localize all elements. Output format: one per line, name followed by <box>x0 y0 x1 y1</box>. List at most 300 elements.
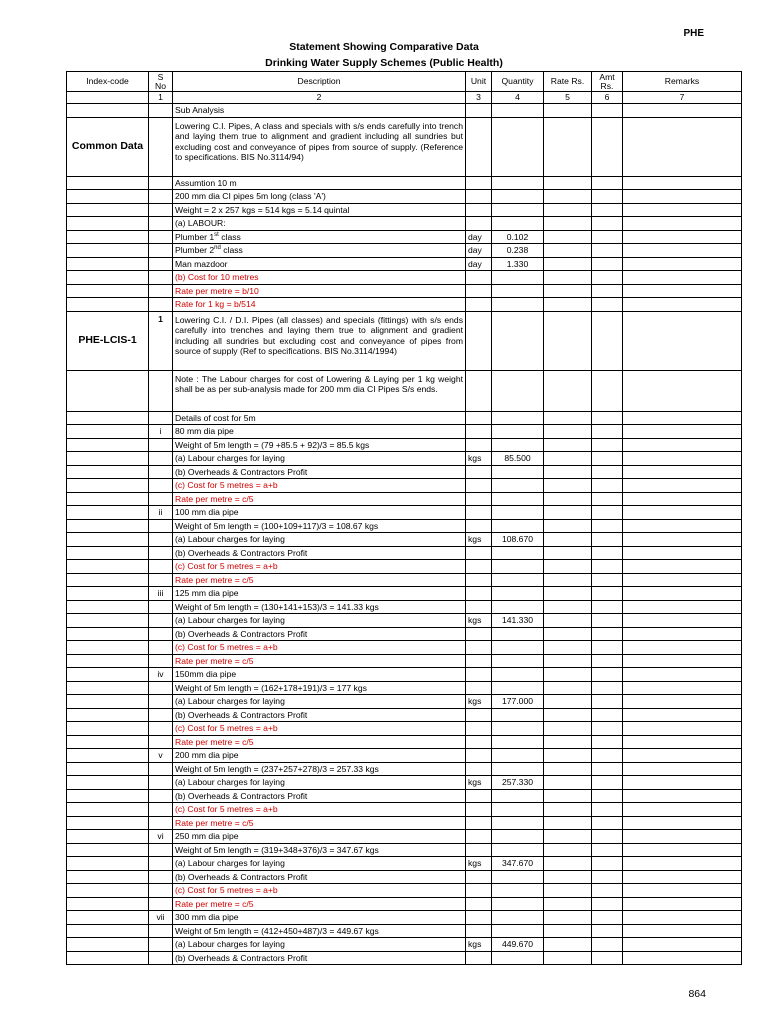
labour-item-label <box>173 244 466 258</box>
table-cell <box>492 722 544 736</box>
table-cell <box>149 951 173 965</box>
table-cell <box>492 311 544 370</box>
comparative-data-table <box>66 71 742 965</box>
table-cell <box>592 789 623 803</box>
table-cell <box>623 843 742 857</box>
page-number: 864 <box>688 988 706 1000</box>
table-cell <box>623 708 742 722</box>
unit-value: day <box>466 244 492 258</box>
table-cell <box>466 803 492 817</box>
pipe-name: 80 mm dia pipe <box>173 425 466 439</box>
table-cell <box>67 104 149 118</box>
table-cell <box>149 938 173 952</box>
cost-5m-label: (c) Cost for 5 metres = a+b <box>173 722 466 736</box>
table-cell <box>544 749 592 763</box>
overheads-label: (b) Overheads & Contractors Profit <box>173 546 466 560</box>
table-cell <box>149 298 173 312</box>
table-cell <box>623 104 742 118</box>
table-cell <box>149 641 173 655</box>
table-cell <box>67 843 149 857</box>
overheads-label: (b) Overheads & Contractors Profit <box>173 708 466 722</box>
corner-code: PHE <box>683 28 704 39</box>
table-cell <box>544 311 592 370</box>
table-cell <box>149 843 173 857</box>
table-cell <box>592 695 623 709</box>
table-cell <box>544 492 592 506</box>
table-cell <box>592 762 623 776</box>
table-cell <box>592 573 623 587</box>
table-row <box>67 425 742 439</box>
table-cell <box>623 722 742 736</box>
table-cell <box>67 735 149 749</box>
header-index-code: Index-code <box>67 72 149 92</box>
table-cell <box>466 654 492 668</box>
table-cell <box>466 573 492 587</box>
header-description: Description <box>173 72 466 92</box>
table-cell <box>149 176 173 190</box>
table-cell <box>67 600 149 614</box>
unit-value: kgs <box>466 695 492 709</box>
table-cell <box>492 217 544 231</box>
table-cell <box>149 573 173 587</box>
table-cell <box>592 311 623 370</box>
table-cell <box>623 298 742 312</box>
table-row <box>67 600 742 614</box>
table-cell <box>544 425 592 439</box>
table-cell <box>592 438 623 452</box>
table-cell <box>149 789 173 803</box>
table-row <box>67 104 742 118</box>
table-cell <box>623 370 742 411</box>
table-row <box>67 897 742 911</box>
table-cell <box>544 230 592 244</box>
table-cell <box>149 722 173 736</box>
pipe-weight-text: Weight of 5m length = (100+109+117)/3 = 108.67 kgs <box>173 519 466 533</box>
table-row <box>67 951 742 965</box>
table-row <box>67 816 742 830</box>
table-cell <box>544 776 592 790</box>
table-cell <box>67 816 149 830</box>
table-cell <box>466 425 492 439</box>
table-cell <box>592 190 623 204</box>
table-cell <box>466 519 492 533</box>
table-cell <box>544 465 592 479</box>
table-cell <box>623 695 742 709</box>
pipe-name: 250 mm dia pipe <box>173 830 466 844</box>
table-cell <box>623 284 742 298</box>
header-quantity: Quantity <box>492 72 544 92</box>
quantity-value: 0.102 <box>492 230 544 244</box>
table-cell <box>623 506 742 520</box>
table-cell <box>492 506 544 520</box>
table-cell <box>67 92 149 104</box>
table-cell <box>149 438 173 452</box>
pipe-sno: vii <box>149 911 173 925</box>
table-cell <box>149 257 173 271</box>
quantity-value: 0.238 <box>492 244 544 258</box>
table-row <box>67 452 742 466</box>
quantity-value: 257.330 <box>492 776 544 790</box>
table-row <box>67 587 742 601</box>
table-cell <box>466 830 492 844</box>
column-number: 3 <box>466 92 492 104</box>
table-cell <box>67 479 149 493</box>
pipe-weight-text: Weight of 5m length = (412+450+487)/3 = 449.67 kgs <box>173 924 466 938</box>
table-cell <box>492 830 544 844</box>
table-cell <box>623 190 742 204</box>
labour-charges-label: (a) Labour charges for laying <box>173 938 466 952</box>
unit-value: kgs <box>466 938 492 952</box>
overheads-label: (b) Overheads & Contractors Profit <box>173 870 466 884</box>
table-row <box>67 271 742 285</box>
pipe-name: 300 mm dia pipe <box>173 911 466 925</box>
table-cell <box>492 587 544 601</box>
table-cell <box>623 600 742 614</box>
unit-value: day <box>466 257 492 271</box>
table-cell <box>623 911 742 925</box>
table-cell <box>544 217 592 231</box>
table-row <box>67 627 742 641</box>
table-cell <box>492 951 544 965</box>
table-cell <box>623 452 742 466</box>
table-cell <box>623 311 742 370</box>
table-cell <box>544 735 592 749</box>
column-number: 6 <box>592 92 623 104</box>
table-row <box>67 762 742 776</box>
pipe-sno: i <box>149 425 173 439</box>
table-cell <box>466 546 492 560</box>
table-cell <box>544 641 592 655</box>
table-row <box>67 789 742 803</box>
table-cell <box>544 600 592 614</box>
table-cell <box>623 627 742 641</box>
table-cell <box>592 924 623 938</box>
table-row <box>67 708 742 722</box>
table-cell <box>623 884 742 898</box>
table-cell <box>592 117 623 176</box>
table-cell <box>492 298 544 312</box>
table-cell <box>492 425 544 439</box>
table-cell <box>544 104 592 118</box>
table-row <box>67 533 742 547</box>
table-cell <box>492 479 544 493</box>
table-cell <box>544 857 592 871</box>
labour-item-ordinal: st <box>214 231 219 238</box>
details-text: Details of cost for 5m <box>173 411 466 425</box>
table-cell <box>592 938 623 952</box>
table-cell <box>67 284 149 298</box>
table-row <box>67 681 742 695</box>
table-cell <box>466 627 492 641</box>
table-row <box>67 830 742 844</box>
overheads-label: (b) Overheads & Contractors Profit <box>173 465 466 479</box>
table-cell <box>492 284 544 298</box>
table-cell <box>623 776 742 790</box>
rate-c5-label: Rate per metre = c/5 <box>173 573 466 587</box>
table-cell <box>67 425 149 439</box>
quantity-value: 141.330 <box>492 614 544 628</box>
table-cell <box>149 816 173 830</box>
table-row <box>67 641 742 655</box>
table-cell <box>492 803 544 817</box>
table-cell <box>67 506 149 520</box>
table-cell <box>544 654 592 668</box>
table-cell <box>492 681 544 695</box>
table-cell <box>592 830 623 844</box>
table-cell <box>623 546 742 560</box>
table-cell <box>67 465 149 479</box>
table-cell <box>492 370 544 411</box>
quantity-value: 347.670 <box>492 857 544 871</box>
labour-item-label <box>173 230 466 244</box>
table-cell <box>492 519 544 533</box>
table-cell <box>544 546 592 560</box>
table-cell <box>149 614 173 628</box>
table-cell <box>466 722 492 736</box>
table-cell <box>544 560 592 574</box>
table-cell <box>492 104 544 118</box>
rate-b10-text: Rate per metre = b/10 <box>173 284 466 298</box>
table-cell <box>623 668 742 682</box>
table-cell <box>466 735 492 749</box>
table-cell <box>623 614 742 628</box>
table-cell <box>466 298 492 312</box>
unit-value: kgs <box>466 533 492 547</box>
table-cell <box>592 587 623 601</box>
table-cell <box>466 438 492 452</box>
table-row <box>67 190 742 204</box>
labour-heading: (a) LABOUR: <box>173 217 466 231</box>
table-cell <box>623 681 742 695</box>
table-row <box>67 298 742 312</box>
pipe-weight-text: Weight of 5m length = (79 +85.5 + 92)/3 = 85.5 kgs <box>173 438 466 452</box>
table-cell <box>67 924 149 938</box>
table-cell <box>592 370 623 411</box>
column-number: 2 <box>173 92 466 104</box>
table-cell <box>149 546 173 560</box>
table-cell <box>67 627 149 641</box>
table-cell <box>592 560 623 574</box>
rate-c5-label: Rate per metre = c/5 <box>173 492 466 506</box>
lcis-description: Lowering C.I. / D.I. Pipes (all classes) and specials (fittings) with s/s ends carefully into trenches and laying them true to alignment and gradient including all sundries but excluding cost and conveyance of pipes from source of supply (Ref to specifications. BIS No.3114/1994) <box>173 311 466 370</box>
table-cell <box>466 708 492 722</box>
table-cell <box>67 452 149 466</box>
table-cell <box>592 465 623 479</box>
table-cell <box>67 492 149 506</box>
table-cell <box>592 803 623 817</box>
column-number: 4 <box>492 92 544 104</box>
rate-kg-text: Rate for 1 kg = b/514 <box>173 298 466 312</box>
table-cell <box>492 190 544 204</box>
table-cell <box>592 668 623 682</box>
table-cell <box>67 438 149 452</box>
table-cell <box>67 533 149 547</box>
table-cell <box>623 816 742 830</box>
header-unit: Unit <box>466 72 492 92</box>
table-cell <box>544 843 592 857</box>
table-cell <box>466 104 492 118</box>
table-cell <box>623 271 742 285</box>
labour-item-name: Plumber 2 <box>175 245 215 255</box>
table-cell <box>592 843 623 857</box>
table-cell <box>544 257 592 271</box>
table-row <box>67 284 742 298</box>
table-cell <box>466 884 492 898</box>
column-number: 7 <box>623 92 742 104</box>
table-cell <box>592 411 623 425</box>
table-cell <box>67 230 149 244</box>
table-cell <box>466 284 492 298</box>
table-cell <box>492 117 544 176</box>
table-cell <box>623 951 742 965</box>
table-cell <box>623 803 742 817</box>
table-cell <box>623 425 742 439</box>
table-row <box>67 217 742 231</box>
table-cell <box>149 884 173 898</box>
table-cell <box>623 924 742 938</box>
table-cell <box>466 749 492 763</box>
table-body <box>67 92 742 965</box>
table-cell <box>67 519 149 533</box>
header-rate: Rate Rs. <box>544 72 592 92</box>
table-cell <box>623 533 742 547</box>
pipe-weight-text: Weight of 5m length = (162+178+191)/3 = 177 kgs <box>173 681 466 695</box>
table-cell <box>592 479 623 493</box>
table-cell <box>492 870 544 884</box>
table-cell <box>492 911 544 925</box>
table-cell <box>592 546 623 560</box>
table-cell <box>544 789 592 803</box>
table-cell <box>544 370 592 411</box>
table-cell <box>466 681 492 695</box>
table-cell <box>149 533 173 547</box>
table-cell <box>623 203 742 217</box>
header-amount: Amt Rs. <box>592 72 623 92</box>
pipe-sno: ii <box>149 506 173 520</box>
table-cell <box>492 492 544 506</box>
quantity-value: 108.670 <box>492 533 544 547</box>
table-cell <box>592 681 623 695</box>
table-cell <box>592 519 623 533</box>
table-cell <box>67 708 149 722</box>
table-cell <box>149 479 173 493</box>
table-cell <box>149 654 173 668</box>
table-cell <box>67 722 149 736</box>
sub-analysis-label: Sub Analysis <box>173 104 466 118</box>
table-cell <box>149 217 173 231</box>
table-cell <box>149 600 173 614</box>
table-cell <box>149 411 173 425</box>
labour-charges-label: (a) Labour charges for laying <box>173 857 466 871</box>
table-cell <box>149 695 173 709</box>
table-cell <box>67 654 149 668</box>
table-cell <box>623 938 742 952</box>
table-cell <box>149 465 173 479</box>
table-row <box>67 776 742 790</box>
table-cell <box>67 587 149 601</box>
table-cell <box>466 762 492 776</box>
table-cell <box>149 857 173 871</box>
table-row <box>67 546 742 560</box>
pipe-spec-text: 200 mm dia CI pipes 5m long (class 'A') <box>173 190 466 204</box>
table-cell <box>592 708 623 722</box>
table-row <box>67 938 742 952</box>
table-cell <box>592 298 623 312</box>
unit-value: kgs <box>466 776 492 790</box>
table-cell <box>592 870 623 884</box>
unit-value: kgs <box>466 614 492 628</box>
table-cell <box>67 217 149 231</box>
pipe-sno: v <box>149 749 173 763</box>
table-cell <box>492 271 544 285</box>
table-cell <box>466 271 492 285</box>
table-row <box>67 573 742 587</box>
table-cell <box>492 600 544 614</box>
table-cell <box>492 884 544 898</box>
table-cell <box>544 203 592 217</box>
cost-5m-label: (c) Cost for 5 metres = a+b <box>173 884 466 898</box>
table-cell <box>592 654 623 668</box>
table-row <box>67 438 742 452</box>
quantity-value: 1.330 <box>492 257 544 271</box>
table-cell <box>67 641 149 655</box>
table-cell <box>466 370 492 411</box>
table-row <box>67 803 742 817</box>
table-cell <box>67 749 149 763</box>
header-row <box>67 72 742 92</box>
table-cell <box>544 284 592 298</box>
column-number-row <box>67 92 742 104</box>
table-row <box>67 749 742 763</box>
table-cell <box>466 600 492 614</box>
table-cell <box>149 370 173 411</box>
table-cell <box>623 789 742 803</box>
table-cell <box>544 681 592 695</box>
table-cell <box>592 816 623 830</box>
table-cell <box>466 176 492 190</box>
table-cell <box>492 546 544 560</box>
table-row <box>67 230 742 244</box>
table-cell <box>67 695 149 709</box>
table-cell <box>544 298 592 312</box>
table-cell <box>466 951 492 965</box>
table-cell <box>149 492 173 506</box>
table-cell <box>592 425 623 439</box>
table-cell <box>67 190 149 204</box>
table-cell <box>67 271 149 285</box>
table-cell <box>492 843 544 857</box>
table-cell <box>592 506 623 520</box>
table-cell <box>592 951 623 965</box>
table-cell <box>623 870 742 884</box>
table-cell <box>592 244 623 258</box>
table-cell <box>466 641 492 655</box>
table-cell <box>544 708 592 722</box>
table-cell <box>544 830 592 844</box>
table-cell <box>492 203 544 217</box>
table-cell <box>623 762 742 776</box>
table-cell <box>592 897 623 911</box>
table-cell <box>592 641 623 655</box>
table-row <box>67 695 742 709</box>
table-cell <box>623 230 742 244</box>
table-cell <box>67 803 149 817</box>
pipe-weight-text: Weight of 5m length = (237+257+278)/3 = 257.33 kgs <box>173 762 466 776</box>
table-cell <box>149 244 173 258</box>
rate-c5-label: Rate per metre = c/5 <box>173 735 466 749</box>
table-cell <box>466 411 492 425</box>
table-cell <box>592 776 623 790</box>
